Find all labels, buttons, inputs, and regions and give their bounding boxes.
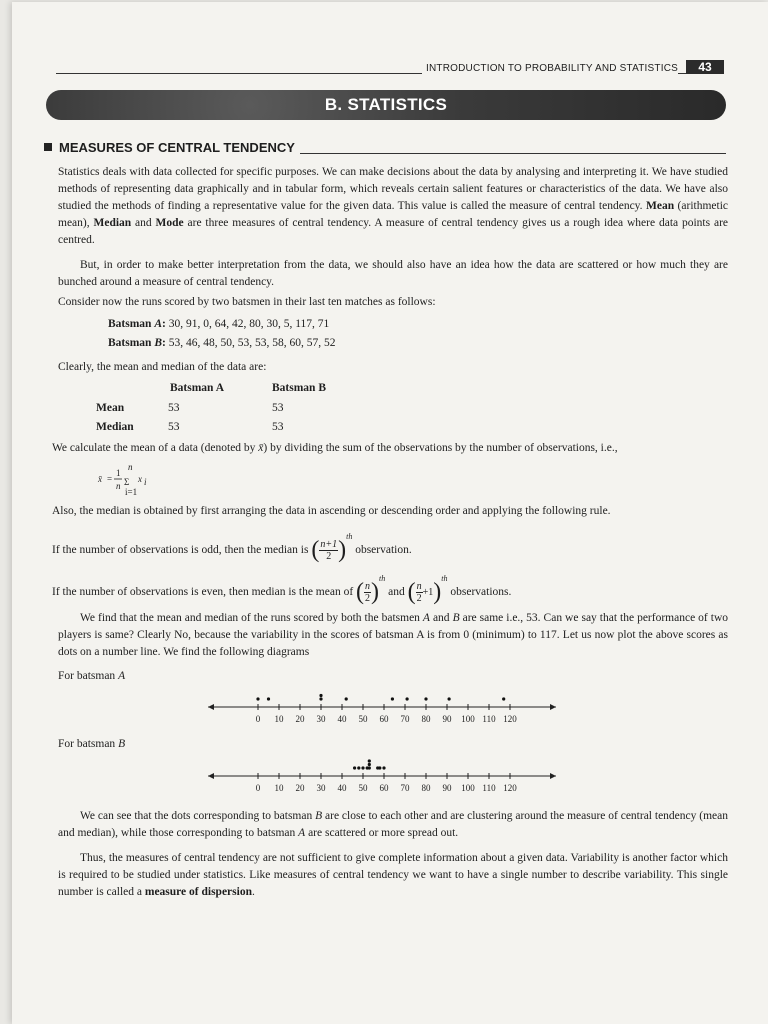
cell-median-a: 53 — [168, 421, 180, 433]
tick-label: 110 — [482, 714, 496, 724]
tick-label: 0 — [255, 714, 261, 724]
tick-label: 70 — [400, 714, 410, 724]
even-plus-one: +1 — [422, 587, 434, 598]
tick-label: 100 — [461, 714, 475, 724]
tick-label: 10 — [274, 783, 284, 793]
tick-label: 0 — [255, 783, 261, 793]
tick-label: 20 — [295, 783, 305, 793]
even-rule-line: If the number of observations is even, then median is the mean of ( $\frac{n}{2}$ )$^{th}$ and ( $\frac{n}{2}$ +1)$^{th}$ observations. — [52, 574, 512, 605]
square-bullet-icon — [44, 143, 52, 151]
data-dot — [366, 766, 369, 769]
sigma-icon: Σ — [124, 477, 130, 487]
batsman-b-letter: B — [154, 337, 162, 349]
data-dot — [361, 766, 364, 769]
calc-mean-line — [52, 442, 618, 454]
cell-mean-a: 53 — [168, 402, 180, 414]
tick-label: 30 — [316, 783, 326, 793]
tick-label: 50 — [358, 783, 368, 793]
close-text: We can see that the dots corresponding to batsman — [80, 810, 316, 822]
for-batsman-a-label — [58, 670, 125, 682]
thus-end: . — [251, 886, 255, 898]
col-batsman-a: Batsman A — [170, 382, 224, 394]
term-mode: Mode — [155, 217, 184, 229]
data-dot — [319, 694, 322, 697]
tick-label: 10 — [274, 714, 284, 724]
batsman-a-label: Batsman — [108, 318, 155, 330]
find-paragraph — [58, 610, 728, 661]
tick-label: 80 — [421, 783, 431, 793]
tick-label: 90 — [442, 783, 452, 793]
for-batsman-b-label — [58, 738, 125, 750]
running-header — [56, 62, 724, 76]
thus-paragraph — [58, 850, 728, 901]
calc-mean-post: ) by dividing the sum of the observations by the number of observations, i.e., — [263, 442, 618, 454]
term-mean: Mean — [646, 200, 675, 212]
tick-label: 50 — [358, 714, 368, 724]
find-text: We find that the mean and median of the runs scored by both the batsmen — [80, 612, 423, 624]
formula-sigma-upper: n — [128, 462, 133, 472]
data-dot — [448, 697, 451, 700]
even-rule-text: If the number of observations is even, then median is the mean of — [52, 586, 354, 598]
close-b: B — [315, 810, 323, 822]
data-dot — [319, 697, 322, 700]
tick-label: 30 — [316, 714, 326, 724]
formula-equals: = — [107, 474, 113, 484]
even-and: and — [388, 586, 405, 598]
dispersion-paragraph: But, in order to make better interpretation from the data, we should also have an idea how the data are scattered or how much they are bunched around a measure of central tendency. — [58, 259, 728, 288]
find-and: and — [429, 612, 453, 624]
intro-and: and — [131, 217, 156, 229]
batsman-a-values: 30, 91, 0, 64, 42, 80, 30, 5, 117, 71 — [168, 318, 330, 330]
batsman-a-letter: A — [154, 318, 162, 330]
data-dot — [267, 697, 270, 700]
term-measure-of-dispersion: measure of dispersion — [144, 886, 252, 898]
page-number: 43 — [686, 60, 724, 74]
even-fraction-2 — [416, 581, 423, 604]
find-rest: are same i.e., 53. Can we say that the performance of two players is same? Clearly No, because the variability in the scores of batsman A is from 0 (minimum) to 117. Let us now plot the above scores as dots on a number line. We find the following diagrams — [58, 612, 728, 658]
tick-label: 80 — [421, 714, 431, 724]
cell-mean-b: 53 — [272, 402, 284, 414]
tick-label: 110 — [482, 783, 496, 793]
data-dot — [345, 697, 348, 700]
consider-line: Consider now the runs scored by two batsmen in their last ten matches as follows: — [58, 296, 436, 308]
arrow-right-icon — [550, 773, 556, 779]
data-dot — [502, 697, 505, 700]
chapter-banner: B. STATISTICS — [46, 90, 726, 120]
arrow-left-icon — [208, 773, 214, 779]
formula-n-denominator: n — [116, 481, 121, 491]
formula-x: x — [138, 474, 142, 484]
arrow-left-icon — [208, 704, 214, 710]
arrow-right-icon — [550, 704, 556, 710]
data-dot — [368, 759, 371, 762]
even-numerator-2: n — [416, 580, 422, 592]
even-th-1: th — [379, 574, 386, 583]
even-denominator-2: 2 — [416, 592, 422, 604]
batsman-b-dot-plot — [200, 754, 564, 796]
formula-one: 1 — [116, 468, 121, 478]
formula-xbar: x̄ — [98, 474, 102, 484]
find-b: B — [452, 612, 460, 624]
tick-label: 60 — [379, 783, 389, 793]
tick-label: 70 — [400, 783, 410, 793]
data-dot — [376, 766, 379, 769]
for-b-letter: B — [118, 738, 126, 750]
tick-label: 90 — [442, 714, 452, 724]
tick-label: 20 — [295, 714, 305, 724]
section-title: MEASURES OF CENTRAL TENDENCY — [59, 140, 295, 155]
batsman-b-scores: Batsman B: 53, 46, 48, 50, 53, 53, 58, 60, 57, 52 — [108, 337, 336, 349]
tick-label: 120 — [503, 783, 517, 793]
xbar-symbol: x̄ — [258, 442, 264, 454]
textbook-page — [12, 2, 768, 1024]
clearly-line: Clearly, the mean and median of the data are: — [58, 361, 267, 373]
odd-numerator: n+1 — [320, 538, 338, 550]
for-a-text: For batsman — [58, 670, 119, 682]
data-dot — [406, 697, 409, 700]
close-mid: are close to each other and are clustering around the measure of central tendency (mean and median), while those corresponding to batsman — [58, 810, 728, 839]
tick-label: 40 — [337, 714, 347, 724]
formula-sub-i: i — [144, 477, 147, 487]
odd-denominator: 2 — [326, 550, 332, 562]
batsman-b-label: Batsman — [108, 337, 155, 349]
close-end: are scattered or more spread out. — [305, 827, 459, 839]
section-heading — [44, 140, 726, 155]
odd-fraction — [319, 539, 338, 562]
intro-text-3: are three measures of central tendency. A measure of central tendency gives us a rough idea where data points are centred. — [58, 217, 729, 246]
intro-paragraph — [58, 164, 728, 249]
batsman-a-dot-plot — [200, 685, 564, 727]
tick-label: 40 — [337, 783, 347, 793]
cell-median-b: 53 — [272, 421, 284, 433]
batsman-a-scores: Batsman A: 30, 91, 0, 64, 42, 80, 30, 5, 117, 71 — [108, 318, 330, 330]
for-b-text: For batsman — [58, 738, 119, 750]
intro-text-2: (arithmetic mean), — [58, 200, 728, 229]
even-denominator-1: 2 — [365, 592, 371, 604]
mean-formula — [96, 460, 156, 498]
tick-label: 100 — [461, 783, 475, 793]
odd-rule-end: observation. — [355, 544, 412, 556]
odd-th: th — [346, 532, 353, 541]
close-paragraph — [58, 808, 728, 842]
data-dot — [368, 763, 371, 766]
intro-text: Statistics deals with data collected for specific purposes. We can make decisions about the data by analysing and interpreting it. We have studied methods of representing data graphically and in tabular form, which reveals certain salient features or characteristics of the data. We have also studied the methods of finding a representative value for the given data. This value is called the measure of central tendency. — [58, 166, 728, 212]
odd-rule-line: If the number of observations is odd, then the median is ( $\frac{n+1}{2}$ )$^{th}$ observation. — [52, 532, 412, 563]
data-dot — [357, 766, 360, 769]
data-dot — [256, 697, 259, 700]
even-th-2: th — [441, 574, 448, 583]
data-dot — [382, 766, 385, 769]
tick-label: 120 — [503, 714, 517, 724]
data-dot — [424, 697, 427, 700]
row-label-mean: Mean — [96, 402, 125, 414]
batsman-b-values: 53, 46, 48, 50, 53, 53, 58, 60, 57, 52 — [168, 337, 336, 349]
thus-text: Thus, the measures of central tendency are not sufficient to give complete information about a given data. Variability is another factor which is required to be studied under statistics. Like measures of central tendency we want to have a single number to describe variability. This single number is called a — [58, 852, 728, 898]
even-numerator-1: n — [365, 580, 371, 592]
odd-rule-text: If the number of observations is odd, then the median is — [52, 544, 309, 556]
term-median: Median — [93, 217, 132, 229]
row-label-median: Median — [96, 421, 134, 433]
even-fraction-1 — [364, 581, 371, 604]
find-a: A — [422, 612, 430, 624]
close-a: A — [298, 827, 306, 839]
tick-label: 60 — [379, 714, 389, 724]
median-rule-line: Also, the median is obtained by first arranging the data in ascending or descending order and applying the following rule. — [52, 505, 611, 517]
running-title: INTRODUCTION TO PROBABILITY AND STATISTICS — [422, 63, 678, 74]
col-batsman-b: Batsman B — [272, 382, 326, 394]
for-a-letter: A — [118, 670, 126, 682]
data-dot — [353, 766, 356, 769]
section-rule — [300, 153, 726, 154]
data-dot — [391, 697, 394, 700]
calc-mean-pre: We calculate the mean of a data (denoted by — [52, 442, 259, 454]
formula-sigma-lower: i=1 — [125, 487, 138, 497]
even-rule-end: observations. — [450, 586, 512, 598]
